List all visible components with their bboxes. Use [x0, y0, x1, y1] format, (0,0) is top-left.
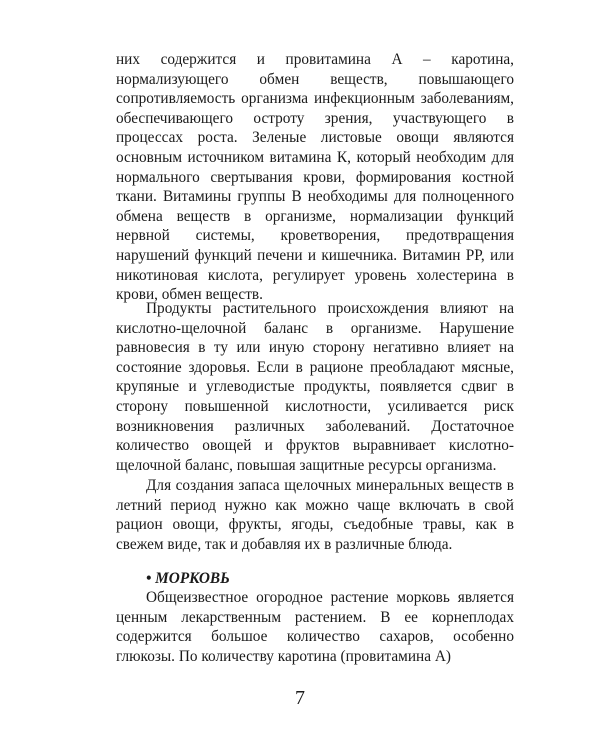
section-heading-carrot: • МОРКОВЬ: [146, 570, 230, 587]
text-block-continuation: [116, 50, 514, 305]
text-block-minerals: [116, 476, 514, 554]
paragraph-minerals: Для создания запаса щелочных минеральных веществ в летний период нужно как можно чаще включать в свой рацион овощи, фрукты, ягоды, съедобные травы, как в свежем виде, так и добавляя их в различные блюда.: [116, 477, 514, 553]
text-block-acid-balance: [116, 299, 514, 475]
paragraph-acid-balance: Продукты растительного происхождения влияют на кислотно-щелочной баланс в организме. Нарушение равновесия в ту или иную сторону негативно влияет на состояние здоровья. Если в рационе преобладают мясные, крупяные и углеводистые продукты, появляется сдвиг в сторону повышенной кислотности, усиливается риск возникновения различных заболеваний. Достаточное количество овощей и фруктов выравнивает кислотно-щелочной баланс, повышая защитные ресурсы организма.: [116, 300, 514, 474]
page-number: 7: [295, 687, 305, 709]
paragraph-vitamins: них содержится и провитамина А – каротина, нормализующего обмен веществ, повышающего сопротивляемость организма инфекционным заболеваниям, обеспечивающего остроту зрения, участвующего в процессах роста. Зеленые листовые овощи являются основным источником витамина К, который необходим для нормального свертывания крови, формирования костной ткани. Витамины группы В необходимы для полноценного обмена веществ в организме, нормализации функций нервной системы, кроветворения, предотвращения нарушений функций печени и кишечника. Витамин РР, или никотиновая кислота, регулирует уровень холестерина в крови, обмен веществ.: [116, 51, 514, 304]
text-block-carrot: [116, 588, 514, 666]
paragraph-carrot: Общеизвестное огородное растение морковь является ценным лекарственным растением. В ее корнеплодах содержится большое количество сахаров, особенно глюкозы. По количеству каротина (провитамина А): [116, 589, 514, 665]
